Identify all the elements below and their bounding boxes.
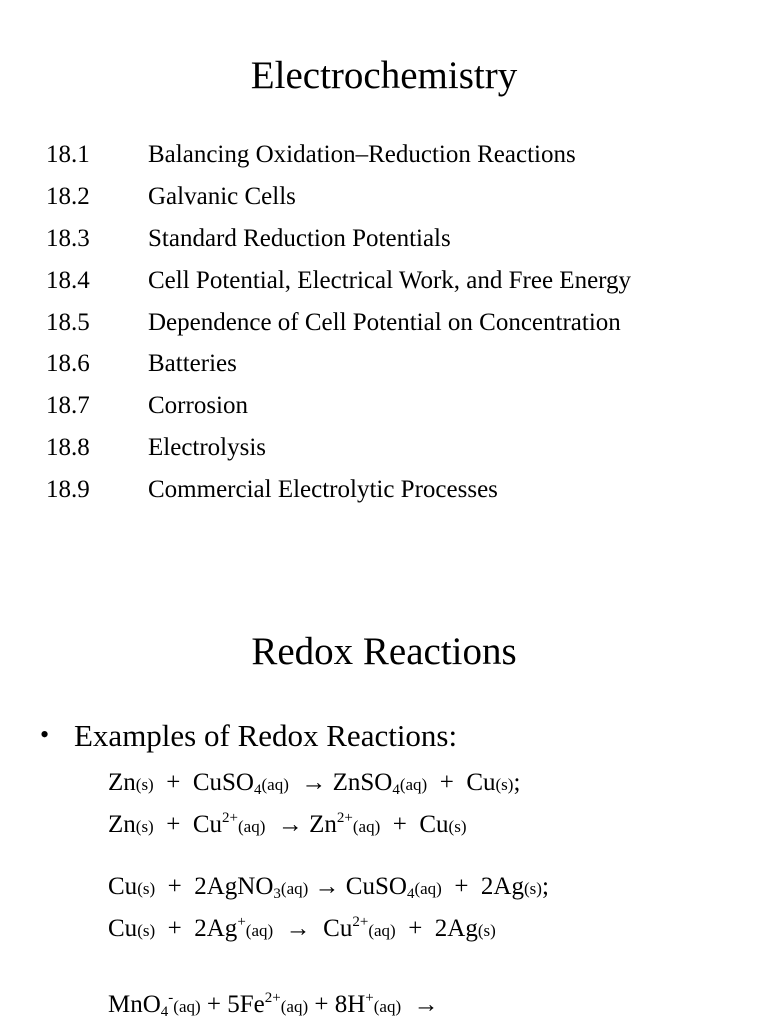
subscript: 4 [392, 782, 400, 798]
charge: 2+ [352, 914, 369, 930]
phase-label: (aq) [368, 921, 396, 940]
phase-label: (aq) [280, 879, 309, 898]
subscript: 4 [253, 782, 262, 798]
species: Cu [419, 811, 449, 838]
section-number: 18.7 [46, 392, 90, 420]
equation-end: ; [513, 769, 521, 796]
phase-label: (aq) [173, 997, 201, 1016]
species: 2Ag [480, 873, 524, 900]
species: Cu [466, 769, 496, 796]
phase-label: (s) [495, 775, 514, 794]
section-title: Corrosion [148, 392, 248, 420]
toc-row [46, 142, 746, 184]
charge: + [365, 990, 374, 1006]
section-number: 18.2 [46, 182, 90, 210]
arrow-icon: → [314, 873, 340, 900]
equation-mno4-fe [108, 990, 439, 1020]
plus-sign: + [454, 873, 469, 900]
section-title: Commercial Electrolytic Processes [148, 476, 498, 504]
species: CuSO [192, 769, 254, 796]
species: 2Ag [194, 915, 238, 942]
subscript: 4 [160, 1004, 169, 1020]
arrow-icon: → [285, 915, 311, 942]
arrow-icon: → [301, 769, 327, 796]
section-title: Cell Potential, Electrical Work, and Free Energy [148, 266, 632, 294]
phase-label: (aq) [261, 775, 289, 794]
bullet-item [40, 720, 457, 751]
charge: 2+ [264, 990, 281, 1006]
toc-row [46, 226, 746, 268]
equation-zn-cu-ion [108, 812, 467, 837]
phase-label: (s) [137, 921, 156, 940]
toc-row [46, 393, 746, 435]
equation-cu-agno3 [108, 873, 549, 902]
plus-sign: + [392, 811, 407, 838]
phase-label: (s) [448, 817, 467, 836]
plus-sign: + [314, 991, 329, 1018]
subscript: 4 [406, 886, 415, 902]
charge: + [237, 914, 246, 930]
phase-label: (aq) [280, 997, 309, 1016]
species: Zn [108, 769, 136, 796]
charge: - [168, 990, 174, 1006]
plus-sign: + [439, 769, 454, 796]
species: 2Ag [434, 915, 478, 942]
bullet-icon: • [40, 720, 50, 749]
section-title: Electrolysis [148, 434, 267, 462]
species: Cu [108, 873, 138, 900]
species: Cu [108, 915, 138, 942]
section-title: Standard Reduction Potentials [148, 224, 451, 252]
toc-row [46, 435, 746, 477]
phase-label: (s) [135, 775, 154, 794]
species: Zn [108, 811, 136, 838]
species: 8H [334, 991, 366, 1018]
species: ZnSO [332, 769, 393, 796]
arrow-icon: → [277, 811, 303, 838]
phase-label: (s) [523, 879, 542, 898]
section-number: 18.6 [46, 350, 90, 378]
section-title: Galvanic Cells [148, 182, 296, 210]
section-number: 18.1 [46, 141, 90, 168]
toc-row [46, 184, 746, 226]
section-number: 18.3 [46, 224, 90, 252]
plus-sign: + [166, 769, 181, 796]
section-title: Balancing Oxidation–Reduction Reactions [148, 141, 576, 168]
subscript: 3 [273, 886, 281, 902]
phase-label: (aq) [245, 921, 274, 940]
charge: 2+ [222, 810, 238, 826]
phase-label: (aq) [373, 997, 402, 1016]
species: MnO [108, 991, 161, 1018]
table-of-contents [46, 142, 746, 519]
section-number: 18.8 [46, 434, 90, 462]
phase-label: (aq) [352, 817, 381, 836]
phase-label: (s) [137, 879, 156, 898]
section-number: 18.4 [46, 266, 90, 294]
species: 5Fe [227, 991, 265, 1018]
plus-sign: + [167, 873, 182, 900]
phase-label: (s) [135, 817, 154, 836]
plus-sign: + [206, 991, 222, 1018]
section-title: Dependence of Cell Potential on Concentration [148, 308, 621, 336]
species: CuSO [345, 873, 407, 900]
toc-row [46, 268, 746, 310]
toc-row [46, 477, 746, 519]
species: Zn [309, 811, 337, 838]
species: Cu [192, 811, 223, 838]
bullet-text: Examples of Redox Reactions: [74, 718, 458, 753]
section-title: Batteries [148, 350, 237, 378]
equation-cu-ag-ion [108, 916, 496, 941]
toc-row [46, 351, 746, 393]
equation-zn-cuso4 [108, 769, 521, 798]
species: Cu [323, 915, 353, 942]
section-title-heading: Redox Reactions [251, 630, 517, 673]
page-title: Electrochemistry [250, 54, 518, 97]
section-number: 18.5 [46, 308, 90, 336]
charge: 2+ [336, 810, 353, 826]
plus-sign: + [408, 915, 423, 942]
species: 2AgNO [194, 873, 274, 900]
section-number: 18.9 [46, 476, 90, 504]
plus-sign: + [167, 915, 182, 942]
phase-label: (aq) [238, 817, 266, 836]
phase-label: (s) [477, 921, 496, 940]
phase-label: (aq) [399, 775, 428, 794]
arrow-icon: → [413, 991, 439, 1018]
toc-row [46, 310, 746, 352]
phase-label: (aq) [414, 879, 442, 898]
plus-sign: + [166, 811, 181, 838]
equation-end: ; [541, 873, 549, 900]
